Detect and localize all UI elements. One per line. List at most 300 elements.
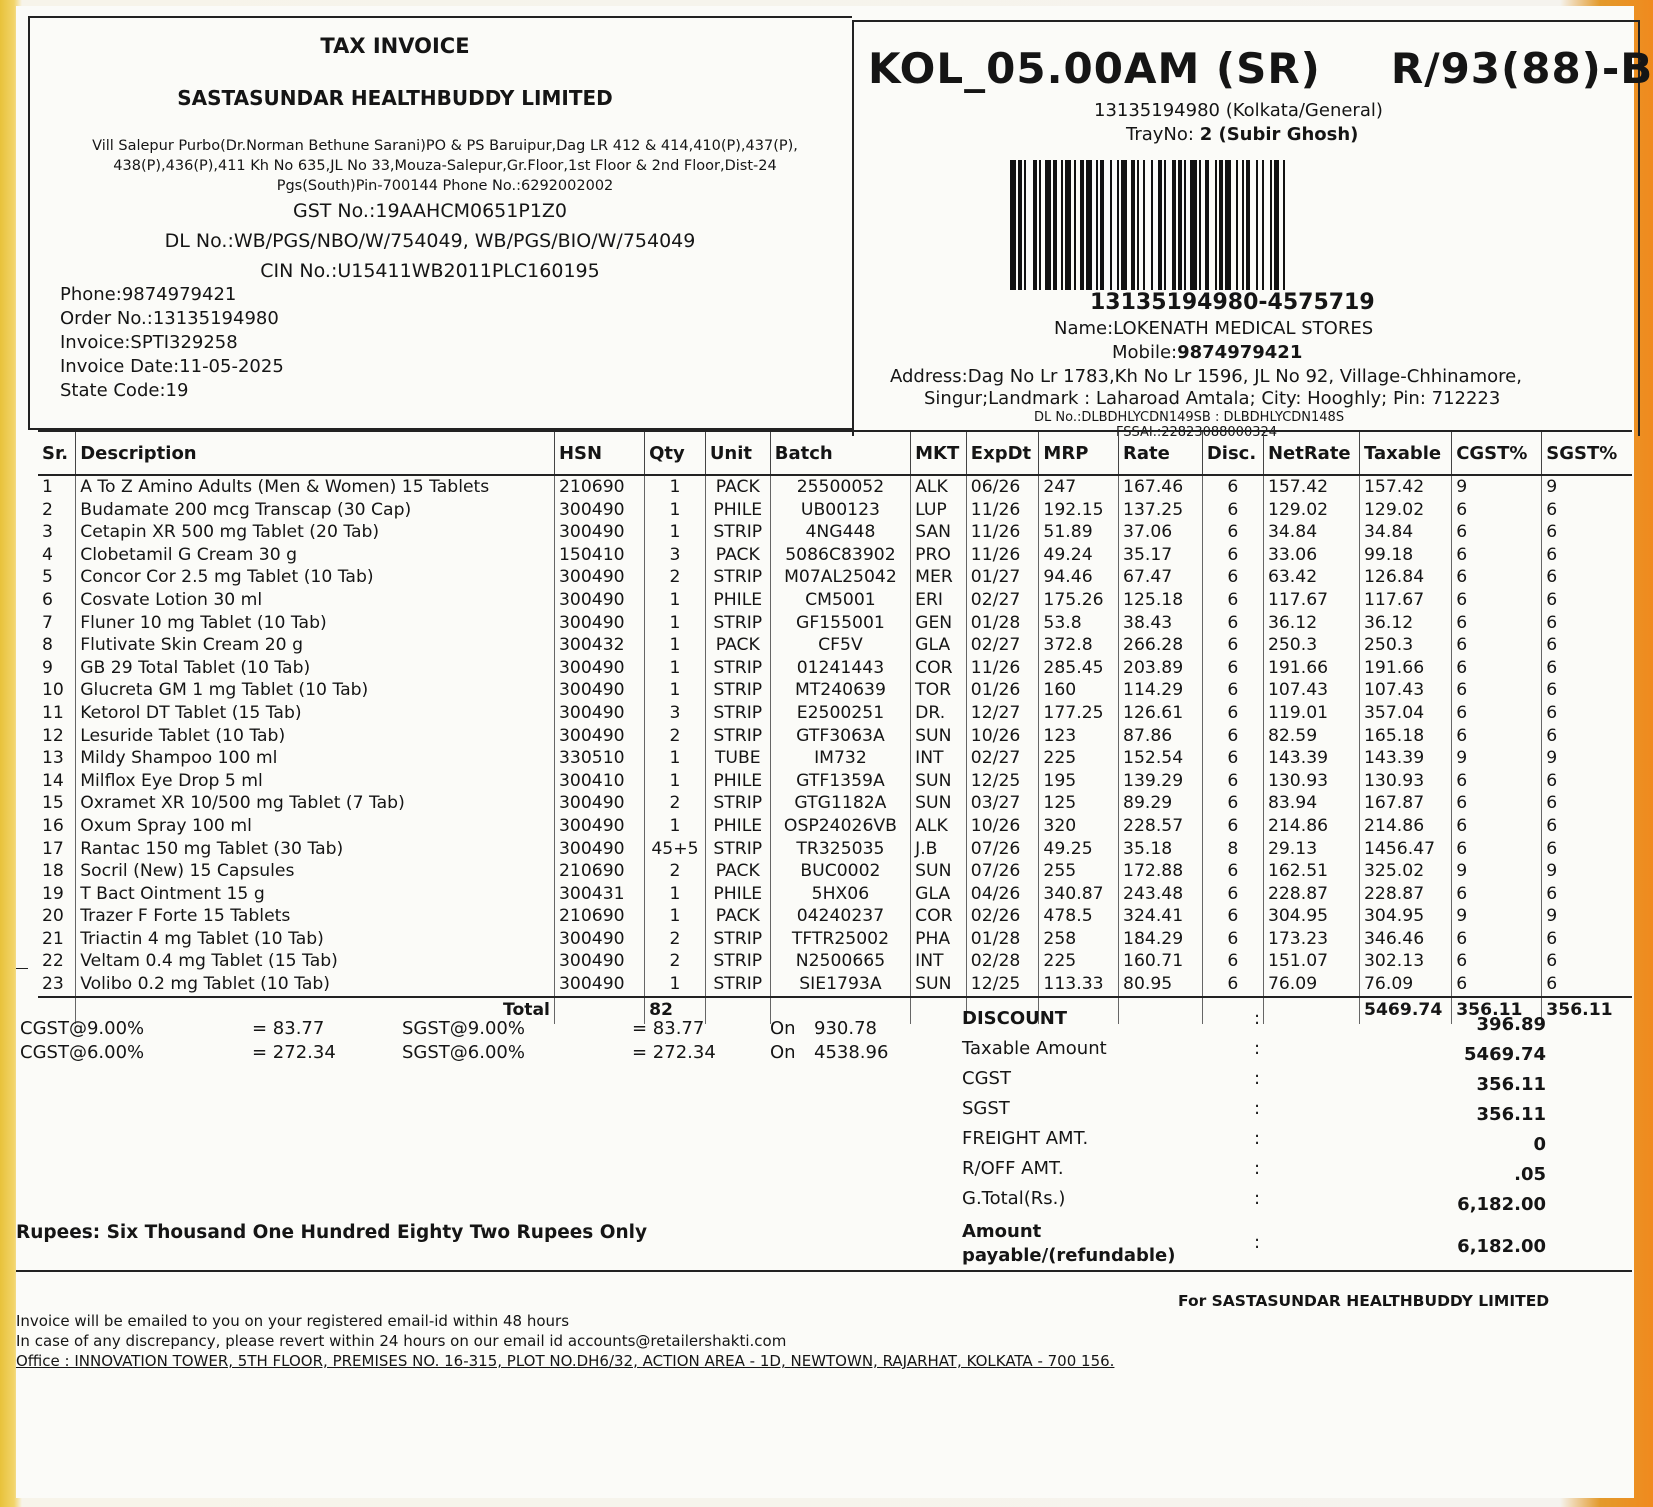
cell-rate: 126.61 — [1119, 702, 1203, 725]
cell-mkt: SUN — [911, 725, 967, 748]
cell-unit: STRIP — [705, 521, 770, 544]
table-row — [38, 521, 1632, 544]
cell-unit: STRIP — [705, 838, 770, 861]
cell-qty: 2 — [645, 860, 706, 883]
cell-rate: 87.86 — [1119, 725, 1203, 748]
cell-disc: 6 — [1202, 973, 1263, 997]
cell-qty: 1 — [645, 612, 706, 635]
cell-disc: 6 — [1202, 725, 1263, 748]
cell-hsn: 300410 — [554, 770, 644, 793]
cell-mkt: SUN — [911, 770, 967, 793]
cell-mrp: 123 — [1039, 725, 1119, 748]
cgst-value: 356.11 — [1476, 1074, 1546, 1095]
company-address: Vill Salepur Purbo(Dr.Norman Bethune Sarani)PO & PS Baruipur,Dag LR 412 & 414,410(P),437(P), 438(P),436(P),411 Kh No 635,JL No 33,Mouza-Salepur,Gr.Floor,1st Floor & 2nd Floor,Dist-24 Pgs(South)Pin-700144 Phone No.:6292002002 — [92, 138, 798, 194]
cell-hsn: 300490 — [554, 589, 644, 612]
cell-batch: GTF1359A — [770, 770, 910, 793]
cell-cgst: 6 — [1452, 838, 1542, 861]
cell-description: Triactin 4 mg Tablet (10 Tab) — [76, 928, 555, 951]
cell-batch: 5HX06 — [770, 883, 910, 906]
cell-sgst: 6 — [1542, 679, 1632, 702]
cell-expdt: 01/27 — [966, 566, 1039, 589]
cell-disc: 6 — [1202, 589, 1263, 612]
cell-expdt: 12/27 — [966, 702, 1039, 725]
cell-description: Cetapin XR 500 mg Tablet (20 Tab) — [76, 521, 555, 544]
cell-cgst: 6 — [1452, 521, 1542, 544]
col-description: Description — [76, 431, 555, 475]
cell-mkt: ERI — [911, 589, 967, 612]
phone: Phone:9874979421 — [60, 284, 237, 305]
cell-hsn: 300490 — [554, 612, 644, 635]
cell-taxable: 34.84 — [1360, 521, 1452, 544]
cell-netrate: 129.02 — [1263, 499, 1359, 522]
barcode-bar — [1039, 160, 1041, 290]
total-qty: 82 — [645, 997, 706, 1024]
col-netrate: NetRate — [1263, 431, 1359, 475]
cell-mkt: GLA — [911, 883, 967, 906]
cell-qty: 1 — [645, 475, 706, 499]
barcode-bar — [1045, 160, 1051, 290]
cell-mrp: 53.8 — [1039, 612, 1119, 635]
cell-disc: 6 — [1202, 499, 1263, 522]
customer-name: Name:LOKENATH MEDICAL STORES — [1054, 318, 1374, 339]
cell-hsn: 300490 — [554, 679, 644, 702]
cell-description: Budamate 200 mcg Transcap (30 Cap) — [76, 499, 555, 522]
cell-expdt: 02/27 — [966, 634, 1039, 657]
cell-sr: 2 — [42, 499, 53, 520]
cell-netrate: 214.86 — [1263, 815, 1359, 838]
cell-taxable: 1456.47 — [1360, 838, 1452, 861]
cell-mrp: 94.46 — [1039, 566, 1119, 589]
table-row — [38, 475, 1632, 499]
table-edge — [16, 968, 28, 969]
cell-mrp: 247 — [1039, 475, 1119, 499]
cell-unit: PACK — [705, 634, 770, 657]
sgst6-label: SGST@6.00% — [402, 1042, 525, 1063]
cell-qty: 1 — [645, 883, 706, 906]
cell-disc: 6 — [1202, 950, 1263, 973]
cell-sgst: 6 — [1542, 499, 1632, 522]
cell-mrp: 478.5 — [1039, 905, 1119, 928]
cell-netrate: 130.93 — [1263, 770, 1359, 793]
cell-hsn: 300490 — [554, 725, 644, 748]
cell-unit: PHILE — [705, 499, 770, 522]
cell-hsn: 300490 — [554, 499, 644, 522]
cell-description: Cosvate Lotion 30 ml — [76, 589, 555, 612]
cell-cgst: 6 — [1452, 725, 1542, 748]
barcode-bar — [1033, 160, 1037, 290]
cell-unit: PACK — [705, 860, 770, 883]
cell-netrate: 151.07 — [1263, 950, 1359, 973]
items-table — [38, 430, 1632, 1024]
cell-mkt: PRO — [911, 544, 967, 567]
cell-taxable: 302.13 — [1360, 950, 1452, 973]
cell-taxable: 107.43 — [1360, 679, 1452, 702]
col-rate: Rate — [1119, 431, 1203, 475]
cell-cgst: 9 — [1452, 905, 1542, 928]
col-mrp: MRP — [1039, 431, 1119, 475]
total-sgst: 356.11 — [1542, 997, 1632, 1024]
cell-expdt: 10/26 — [966, 815, 1039, 838]
col-batch: Batch — [770, 431, 910, 475]
cell-batch: GTG1182A — [770, 792, 910, 815]
table-row — [38, 499, 1632, 522]
cell-hsn: 300490 — [554, 657, 644, 680]
cell-taxable: 191.66 — [1360, 657, 1452, 680]
cell-qty: 3 — [645, 544, 706, 567]
cell-expdt: 07/26 — [966, 838, 1039, 861]
cell-sr: 21 — [42, 928, 64, 949]
cell-netrate: 29.13 — [1263, 838, 1359, 861]
cell-mrp: 113.33 — [1039, 973, 1119, 997]
cell-mrp: 125 — [1039, 792, 1119, 815]
route-label: KOL_05.00AM (SR) R/93(88)-B — [868, 44, 1653, 93]
cell-mrp: 255 — [1039, 860, 1119, 883]
cell-cgst: 6 — [1452, 566, 1542, 589]
barcode-bar — [1117, 160, 1119, 290]
cell-sgst: 6 — [1542, 725, 1632, 748]
col-mkt: MKT — [911, 431, 967, 475]
cell-expdt: 02/28 — [966, 950, 1039, 973]
cell-rate: 114.29 — [1119, 679, 1203, 702]
cell-expdt: 12/25 — [966, 973, 1039, 997]
barcode-bar — [1215, 160, 1217, 290]
table-row — [38, 905, 1632, 928]
cell-rate: 243.48 — [1119, 883, 1203, 906]
gst-number: GST No.:19AAHCM0651P1Z0 — [292, 200, 568, 222]
cell-sr: 4 — [42, 544, 53, 565]
cell-rate: 37.06 — [1119, 521, 1203, 544]
cell-qty: 2 — [645, 792, 706, 815]
seller-header — [28, 16, 852, 430]
barcode-bar — [1100, 160, 1104, 290]
shipping-header — [852, 20, 1653, 440]
cell-mkt: SUN — [911, 860, 967, 883]
cell-rate: 324.41 — [1119, 905, 1203, 928]
table-row — [38, 973, 1632, 997]
table-row — [38, 883, 1632, 906]
cell-hsn: 300490 — [554, 566, 644, 589]
table-row — [38, 928, 1632, 951]
barcode-bar — [1205, 160, 1209, 290]
cell-qty: 1 — [645, 589, 706, 612]
cell-description: GB 29 Total Tablet (10 Tab) — [76, 657, 555, 680]
cell-expdt: 07/26 — [966, 860, 1039, 883]
cell-expdt: 10/26 — [966, 725, 1039, 748]
cell-expdt: 04/26 — [966, 883, 1039, 906]
cell-unit: STRIP — [705, 702, 770, 725]
for-company: For SASTASUNDAR HEALTHBUDDY LIMITED — [1178, 1292, 1550, 1310]
cell-cgst: 6 — [1452, 679, 1542, 702]
cell-cgst: 9 — [1452, 860, 1542, 883]
cell-rate: 160.71 — [1119, 950, 1203, 973]
cell-expdt: 12/25 — [966, 770, 1039, 793]
cell-sr: 17 — [42, 838, 64, 859]
cell-taxable: 325.02 — [1360, 860, 1452, 883]
cell-sgst: 6 — [1542, 770, 1632, 793]
cell-mkt: DR. — [911, 702, 967, 725]
cell-mrp: 372.8 — [1039, 634, 1119, 657]
state-code: State Code:19 — [60, 380, 189, 401]
cell-mrp: 49.24 — [1039, 544, 1119, 567]
cell-description: Oxramet XR 10/500 mg Tablet (7 Tab) — [76, 792, 555, 815]
cell-netrate: 304.95 — [1263, 905, 1359, 928]
cell-netrate: 82.59 — [1263, 725, 1359, 748]
cell-hsn: 150410 — [554, 544, 644, 567]
cell-netrate: 33.06 — [1263, 544, 1359, 567]
cell-sgst: 9 — [1542, 860, 1632, 883]
cell-qty: 1 — [645, 499, 706, 522]
cell-mkt: LUP — [911, 499, 967, 522]
cell-hsn: 300432 — [554, 634, 644, 657]
cell-description: Concor Cor 2.5 mg Tablet (10 Tab) — [76, 566, 555, 589]
barcode-bar — [1110, 160, 1112, 290]
cell-batch: M07AL25042 — [770, 566, 910, 589]
cell-cgst: 6 — [1452, 589, 1542, 612]
cgst6-amount: = 272.34 — [252, 1042, 336, 1063]
cgst-label: CGST — [962, 1068, 1011, 1089]
cell-batch: IM732 — [770, 747, 910, 770]
customer-address-line2: Singur;Landmark : Laharoad Amtala; City: Hooghly; Pin: 712223 — [924, 388, 1501, 409]
cell-unit: PACK — [705, 905, 770, 928]
cell-expdt: 03/27 — [966, 792, 1039, 815]
col-sr: Sr. — [38, 431, 76, 475]
table-row — [38, 634, 1632, 657]
cell-hsn: 300490 — [554, 792, 644, 815]
total-label: Total — [76, 997, 555, 1024]
barcode-bar — [1131, 160, 1135, 290]
company-name: SASTASUNDAR HEALTHBUDDY LIMITED — [177, 86, 613, 110]
customer-address-line1: Address:Dag No Lr 1783,Kh No Lr 1596, JL No 92, Village-Chhinamore, — [890, 366, 1522, 387]
cell-expdt: 01/28 — [966, 612, 1039, 635]
footer-email-note: Invoice will be emailed to you on your registered email-id within 48 hours — [16, 1312, 570, 1330]
cell-unit: STRIP — [705, 612, 770, 635]
cell-netrate: 173.23 — [1263, 928, 1359, 951]
cell-batch: 25500052 — [770, 475, 910, 499]
cell-disc: 6 — [1202, 521, 1263, 544]
cell-disc: 6 — [1202, 747, 1263, 770]
cell-unit: STRIP — [705, 792, 770, 815]
invoice-title: TAX INVOICE — [320, 34, 470, 58]
cell-unit: PACK — [705, 475, 770, 499]
route-code: R/93(88)-B — [1390, 44, 1653, 93]
cell-rate: 167.46 — [1119, 475, 1203, 499]
cell-rate: 80.95 — [1119, 973, 1203, 997]
cell-mrp: 258 — [1039, 928, 1119, 951]
cell-netrate: 34.84 — [1263, 521, 1359, 544]
table-row — [38, 725, 1632, 748]
cell-batch: TFTR25002 — [770, 928, 910, 951]
cell-mrp: 195 — [1039, 770, 1119, 793]
freight-label: FREIGHT AMT. — [962, 1128, 1089, 1149]
taxable-amount-label: Taxable Amount — [962, 1038, 1107, 1059]
cell-disc: 6 — [1202, 702, 1263, 725]
cell-unit: PACK — [705, 544, 770, 567]
cell-taxable: 250.3 — [1360, 634, 1452, 657]
cell-cgst: 6 — [1452, 499, 1542, 522]
cell-mrp: 51.89 — [1039, 521, 1119, 544]
sgst9-label: SGST@9.00% — [402, 1018, 525, 1039]
cell-qty: 2 — [645, 928, 706, 951]
cell-description: Socril (New) 15 Capsules — [76, 860, 555, 883]
cell-sr: 23 — [42, 974, 64, 995]
cell-hsn: 300490 — [554, 950, 644, 973]
cell-sgst: 6 — [1542, 612, 1632, 635]
cell-description: Flutivate Skin Cream 20 g — [76, 634, 555, 657]
col-taxable: Taxable — [1360, 431, 1452, 475]
taxable-amount-value: 5469.74 — [1464, 1044, 1546, 1065]
cell-mkt: GLA — [911, 634, 967, 657]
cell-sgst: 6 — [1542, 702, 1632, 725]
col-expdt: ExpDt — [966, 431, 1039, 475]
cell-description: Trazer F Forte 15 Tablets — [76, 905, 555, 928]
barcode-bar — [1283, 160, 1285, 290]
col-qty: Qty — [645, 431, 706, 475]
cell-rate: 137.25 — [1119, 499, 1203, 522]
cell-description: Oxum Spray 100 ml — [76, 815, 555, 838]
cell-mkt: GEN — [911, 612, 967, 635]
cell-netrate: 250.3 — [1263, 634, 1359, 657]
cell-unit: PHILE — [705, 815, 770, 838]
barcode-bar — [1274, 160, 1278, 290]
cell-cgst: 6 — [1452, 612, 1542, 635]
on6-value: 4538.96 — [814, 1042, 889, 1063]
cell-taxable: 126.84 — [1360, 566, 1452, 589]
cell-qty: 1 — [645, 815, 706, 838]
cell-netrate: 36.12 — [1263, 612, 1359, 635]
barcode-bar — [1256, 160, 1258, 290]
invoice-sheet: TAX INVOICE SASTASUNDAR HEALTHBUDDY LIMITED Vill Salepur Purbo(Dr.Norman Bethune Sarani)PO & PS Baruipur,Dag LR 412 & 414,410(P),437(P), 438(P),436(P),411 Kh No 635,JL No 33,Mouza-Salepur,Gr.Floor,1st Floor & 2nd Floor,Dist-24 Pgs(South)Pin-700144 Phone No.:6292002002 GST No.:19AAHCM0651P1Z0 DL No.:WB/PGS/NBO/W/754049, WB/PGS/BIO/W/754049 CIN No.:U15411WB2011PLC160195 Phone:9874979421 Order No.:13135194980 Invoice:SPTI329258 Invoice Date:11-05-2025 State Code:19 KOL_05.00AM (SR) R/93(88)-B 13135194980 (Kolkata/General) TrayNo: 2 (Subir Ghosh) 13135194980-4575719 Name:LOKENATH MEDICAL STORES Mobile:9874979421 Address:Dag No Lr 1783,Kh No Lr 1596, JL No 92, Village-Chhinamore, Singur;Landmark : Laharoad Amtala; City: Hooghly; Pin: 712223 DL No.:DLBDHLYCDN149SB : DLBDHLYCDN148S FSSAI.:22823088000324 Sr. Description HSN Qty Unit Batch MKT ExpDt MRP Rate Disc. NetRate Taxable CGST% SGST% 1 A To Z Amino Adults (Men & Women) 15 Tablets 210690 1 PACK 25500052 ALK 06/26 247 167.46 6 157.42 157.42 9 9 2 Budamate 200 mcg Transcap (30 Cap) 300490 1 PHILE UB00123 LUP 11/26 192.15 137.25 6 129.02 129.02 6 6 3 Cetapin XR 500 mg Tablet (20 Tab) 300490 1 STRIP 4NG448 SAN 11/26 51.89 37.06 6 34.84 34.84 6 6 4 Clobetamil G Cream 30 g 150410 3 PACK 5086C83902 PRO 11/26 49.24 35.17 6 33.06 99.18 6 6 5 Concor Cor 2.5 mg Tablet (10 Tab) 300490 2 STRIP M07AL25042 MER 01/27 94.46 67.47 6 63.42 126.84 6 6 6 Cosvate Lotion 30 ml 300490 1 PHILE CM5001 ERI 02/27 175.26 125.18 6 117.67 117.67 6 6 7 Fluner 10 mg Tablet (10 Tab) 300490 1 STRIP GF155001 GEN 01/28 53.8 38.43 6 36.12 36.12 6 6 8 Flutivate Skin Cream 20 g 300432 1 PACK CF5V GLA 02/27 372.8 266.28 6 250.3 250.3 6 6 9 GB 29 Total Tablet (10 Tab) 300490 1 STRIP 01241443 COR 11/26 285.45 203.89 6 191.66 191.66 6 6 10 Glucreta GM 1 mg Tablet (10 Tab) 300490 1 STRIP MT240639 TOR 01/26 160 114.29 6 107.43 107.43 6 6 11 Ketorol DT Tablet (15 Tab) 300490 3 STRIP E2500251 DR. 12/27 177.25 126.61 6 119.01 357.04 6 6 12 Lesuride Tablet (10 Tab) 300490 2 STRIP GTF3063A SUN 10/26 123 87.86 6 82.59 165.18 6 6 13 Mildy Shampoo 100 ml 330510 1 TUBE IM732 INT 02/27 225 152.54 6 143.39 143.39 9 9 14 Milflox Eye Drop 5 ml 300410 1 PHILE GTF1359A SUN 12/25 195 139.29 6 130.93 130.93 6 6 15 Oxramet XR 10/500 mg Tablet (7 Tab) 300490 2 STRIP GTG1182A SUN 03/27 125 89.29 6 83.94 167.87 6 6 16 Oxum Spray 100 ml 300490 1 PHILE OSP24026VB ALK 10/26 320 228.57 6 214.86 214.86 6 6 17 Rantac 150 mg Tablet (30 Tab) 300490 45+5 STRIP TR325035 J.B 07/26 49.25 35.18 8 29.13 1456.47 6 6 18 Socril (New) 15 Capsules 210690 2 PACK BUC0002 SUN 07/26 255 172.88 6 162.51 325.02 9 9 19 T Bact Ointment 15 g 300431 1 PHILE 5HX06 GLA 04/26 340.87 243.48 6 228.87 228.87 6 6 20 Trazer F Forte 15 Tablets 210690 1 PACK 04240237 COR 02/26 478.5 324.41 6 304.95 304.95 9 9 21 Triactin 4 mg Tablet (10 Tab) 300490 2 STRIP TFTR25002 PHA 01/28 258 184.29 6 173.23 346.46 6 6 22 Veltam 0.4 mg Tablet (15 Tab) 300490 2 STRIP N2500665 INT 02/28 225 160.71 6 151.07 302.13 6 6 23 Volibo 0.2 mg Tablet (10 Tab) 300490 1 STRIP SIE1793A SUN 12/25 113.33 80.95 6 76.09 76.09 6 6 Total 82 5469.74 356.11 356.11 CGST@9.00% = 83.77 SGST@9.00% = 83.77 On 930.78 CGST@6.00% = 272.34 SGST@6.00% = 272.34 On 4538.96 DISCOUNT : 396.89 Taxable Amount : 5469.74 CGST : 356.11 SGST : 356.11 FREIGHT AMT. : 0 R/OFF AMT. : .05 G.Total(Rs.) : 6,182.00 Amount payable/(refundable) : 6,182.00 Rupees: Six Thousand One Hundred Eighty Two Rupees Only For SASTASUNDAR HEALTHBUDDY LIMITED Invoice will be emailed to you on your registered email-id within 48 hours In case of any discrepancy, please revert within 24 hours on our email id accounts@retailershakti.com Office : INNOVATION TOWER, 5TH FLOOR, PREMISES NO. 16-315, PLOT NO.DH6/32, ACTION AREA - 1D, NEWTOWN, RAJARHAT, KOLKATA - 700 156. — [16, 6, 1634, 1498]
table-row — [38, 612, 1632, 635]
cell-description: Mildy Shampoo 100 ml — [76, 747, 555, 770]
table-row — [38, 838, 1632, 861]
cell-sr: 13 — [42, 748, 64, 769]
cell-unit: STRIP — [705, 679, 770, 702]
cell-batch: BUC0002 — [770, 860, 910, 883]
barcode-bar — [1199, 160, 1201, 290]
cell-hsn: 330510 — [554, 747, 644, 770]
cell-qty: 1 — [645, 905, 706, 928]
cell-mrp: 225 — [1039, 950, 1119, 973]
cell-sgst: 6 — [1542, 792, 1632, 815]
table-row — [38, 679, 1632, 702]
barcode-bar — [1053, 160, 1057, 290]
col-unit: Unit — [705, 431, 770, 475]
cell-unit: TUBE — [705, 747, 770, 770]
cell-sgst: 6 — [1542, 973, 1632, 997]
cell-expdt: 11/26 — [966, 544, 1039, 567]
table-row — [38, 770, 1632, 793]
cell-batch: SIE1793A — [770, 973, 910, 997]
cell-sgst: 6 — [1542, 634, 1632, 657]
table-row — [38, 747, 1632, 770]
cgst9-amount: = 83.77 — [252, 1018, 325, 1039]
cell-mkt: ALK — [911, 475, 967, 499]
barcode-bar — [1018, 160, 1022, 290]
tray-number: TrayNo: 2 (Subir Ghosh) — [1126, 124, 1359, 145]
amount-payable-label: Amount payable/(refundable) — [962, 1221, 1176, 1266]
cell-taxable: 165.18 — [1360, 725, 1452, 748]
cell-mrp: 160 — [1039, 679, 1119, 702]
cell-rate: 125.18 — [1119, 589, 1203, 612]
barcode-bar — [1242, 160, 1244, 290]
total-taxable: 5469.74 — [1360, 997, 1452, 1024]
cell-mkt: ALK — [911, 815, 967, 838]
cell-taxable: 76.09 — [1360, 973, 1452, 997]
cell-expdt: 02/26 — [966, 905, 1039, 928]
barcode-bar — [1121, 160, 1127, 290]
cell-sgst: 6 — [1542, 521, 1632, 544]
barcode-bar — [1178, 160, 1182, 290]
cell-rate: 184.29 — [1119, 928, 1203, 951]
cell-hsn: 210690 — [554, 860, 644, 883]
table-row — [38, 815, 1632, 838]
barcode-bar — [1010, 160, 1016, 290]
invoice-date: Invoice Date:11-05-2025 — [60, 356, 284, 377]
barcode-bar — [1024, 160, 1026, 290]
cell-sr: 20 — [42, 906, 64, 927]
cell-mrp: 175.26 — [1039, 589, 1119, 612]
cell-sr: 9 — [42, 657, 53, 678]
cell-mrp: 340.87 — [1039, 883, 1119, 906]
customer-fssai: FSSAI.:22823088000324 — [1116, 425, 1278, 440]
sgst-value: 356.11 — [1476, 1104, 1546, 1125]
barcode-bar — [1262, 160, 1264, 290]
col-sgst: SGST% — [1542, 431, 1632, 475]
footer-office-address: Office : INNOVATION TOWER, 5TH FLOOR, PREMISES NO. 16-315, PLOT NO.DH6/32, ACTION AREA - 1D, NEWTOWN, RAJARHAT, KOLKATA - 700 156. — [16, 1352, 1115, 1370]
cell-batch: GF155001 — [770, 612, 910, 635]
barcode-bar — [1236, 160, 1238, 290]
cell-qty: 2 — [645, 566, 706, 589]
customer-dl-number: DL No.:DLBDHLYCDN149SB : DLBDHLYCDN148S — [1034, 410, 1345, 425]
barcode-bar — [1158, 160, 1162, 290]
cell-batch: OSP24026VB — [770, 815, 910, 838]
cell-sr: 12 — [42, 725, 64, 746]
cell-netrate: 157.42 — [1263, 475, 1359, 499]
barcode-bar — [1074, 160, 1076, 290]
cell-sr: 6 — [42, 589, 53, 610]
cell-sgst: 6 — [1542, 838, 1632, 861]
cell-mkt: MER — [911, 566, 967, 589]
cell-batch: E2500251 — [770, 702, 910, 725]
cell-unit: STRIP — [705, 725, 770, 748]
table-row — [38, 589, 1632, 612]
cell-sr: 8 — [42, 635, 53, 656]
total-cgst: 356.11 — [1452, 997, 1542, 1024]
freight-value: 0 — [1533, 1134, 1546, 1155]
cell-taxable: 214.86 — [1360, 815, 1452, 838]
cell-netrate: 228.87 — [1263, 883, 1359, 906]
cell-qty: 1 — [645, 973, 706, 997]
cell-mkt: COR — [911, 657, 967, 680]
cell-expdt: 11/26 — [966, 499, 1039, 522]
cell-batch: CF5V — [770, 634, 910, 657]
cell-sr: 11 — [42, 702, 64, 723]
cell-description: Milflox Eye Drop 5 ml — [76, 770, 555, 793]
cell-description: Veltam 0.4 mg Tablet (15 Tab) — [76, 950, 555, 973]
barcode-bar — [1164, 160, 1166, 290]
cell-hsn: 300490 — [554, 838, 644, 861]
barcode-bar — [1225, 160, 1231, 290]
customer-mobile: Mobile:9874979421 — [1112, 342, 1303, 363]
cell-sr: 22 — [42, 951, 64, 972]
cell-hsn: 300431 — [554, 883, 644, 906]
on6-label: On — [770, 1042, 796, 1063]
barcode-bar — [1086, 160, 1092, 290]
cell-cgst: 6 — [1452, 973, 1542, 997]
cell-netrate: 107.43 — [1263, 679, 1359, 702]
cell-mkt: TOR — [911, 679, 967, 702]
cell-disc: 6 — [1202, 770, 1263, 793]
